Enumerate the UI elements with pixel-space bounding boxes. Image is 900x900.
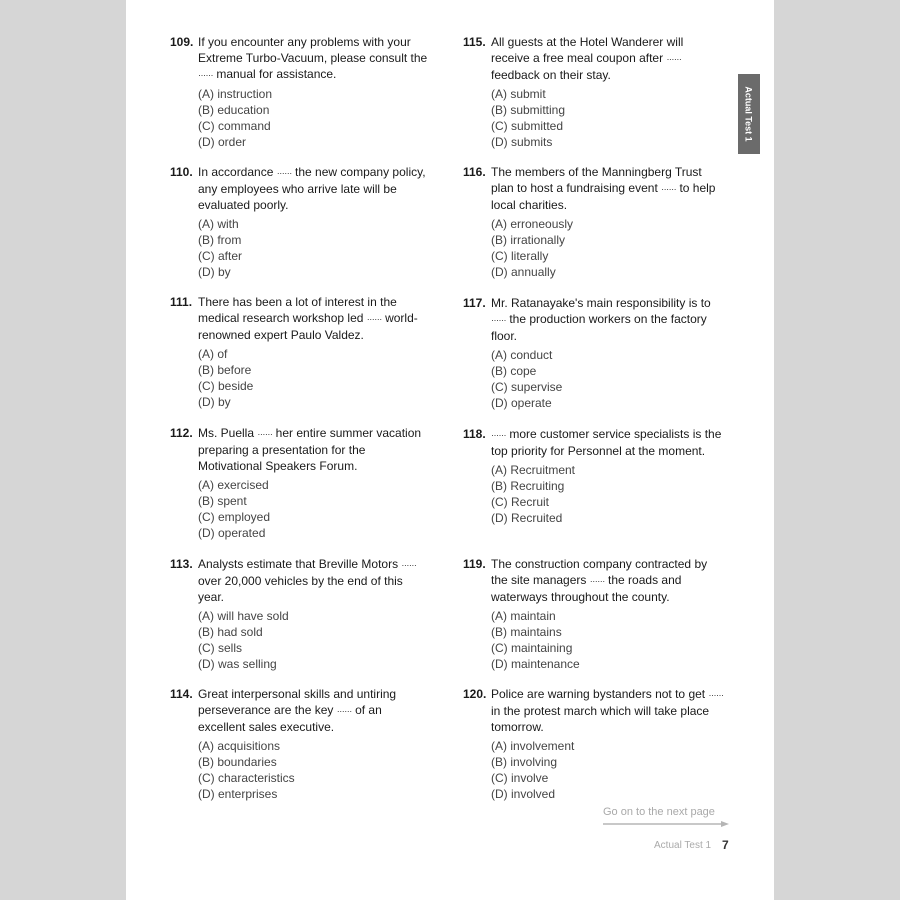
option-b: (B) from: [198, 233, 242, 247]
option-a: (A) maintain: [491, 609, 556, 623]
option-c: (C) maintaining: [491, 641, 573, 655]
question-number: 117.: [463, 296, 486, 310]
option-c: (C) command: [198, 119, 271, 133]
workbook-page: [126, 0, 774, 900]
answer-blank: ······: [708, 690, 724, 700]
option-a: (A) submit: [491, 87, 546, 101]
question-112: [170, 425, 432, 541]
option-c: (C) employed: [198, 510, 271, 524]
answer-options: [463, 86, 725, 150]
option-c: (C) literally: [491, 249, 549, 263]
answer-options: [170, 608, 432, 672]
section-side-tab: [738, 74, 760, 154]
question-number: 118.: [463, 427, 486, 441]
option-a: (A) with: [198, 217, 239, 231]
option-c: (C) supervise: [491, 380, 563, 394]
answer-blank: ······: [401, 560, 417, 570]
question-120: [463, 686, 725, 802]
question-number: 114.: [170, 687, 193, 701]
option-b: (B) submitting: [491, 103, 566, 117]
question-stem: The members of the Manningberg Trust plan to host a fundraising event ······ to help local charities.: [491, 165, 716, 212]
question-stem: Analysts estimate that Breville Motors ······ over 20,000 vehicles by the end of this year.: [198, 557, 417, 604]
option-d: (D) annually: [491, 265, 556, 279]
page-number: 7: [722, 838, 729, 852]
question-114: [170, 686, 432, 802]
option-c: (C) after: [198, 249, 243, 263]
question-stem: If you encounter any problems with your Extreme Turbo-Vacuum, please consult the ······ manual for assistance.: [198, 35, 428, 81]
question-number: 111.: [170, 295, 193, 309]
question-116: [463, 164, 725, 280]
option-b: (B) cope: [491, 364, 537, 378]
option-b: (B) maintains: [491, 625, 562, 639]
question-stem: There has been a lot of interest in the medical research workshop led ······ world-renowned expert Paulo Valdez.: [198, 295, 418, 342]
question-115: [463, 34, 725, 150]
option-c: (C) submitted: [491, 119, 564, 133]
question-number: 110.: [170, 165, 193, 179]
question-109: [170, 34, 432, 150]
answer-blank: ······: [257, 429, 273, 439]
next-page-arrow-icon: [603, 821, 729, 827]
answer-options: [463, 738, 725, 802]
answer-options: [463, 216, 725, 280]
question-stem: ······ more customer service specialists is the top priority for Personnel at the moment.: [491, 427, 722, 458]
answer-blank: ······: [666, 54, 682, 64]
question-117: [463, 295, 725, 411]
question-number: 116.: [463, 165, 486, 179]
option-a: (A) conduct: [491, 348, 553, 362]
question-stem: All guests at the Hotel Wanderer will receive a free meal coupon after ······ feedback on their stay.: [491, 35, 684, 82]
answer-blank: ······: [589, 576, 605, 586]
question-number: 113.: [170, 557, 193, 571]
answer-blank: ······: [198, 70, 213, 80]
answer-blank: ······: [491, 315, 506, 325]
question-stem: The construction company contracted by the site managers ······ the roads and waterways throughout the county.: [491, 557, 708, 604]
question-number: 119.: [463, 557, 486, 571]
option-a: (A) will have sold: [198, 609, 289, 623]
option-c: (C) beside: [198, 379, 254, 393]
question-119: [463, 556, 725, 672]
option-a: (A) involvement: [491, 739, 575, 753]
option-b: (B) spent: [198, 494, 247, 508]
answer-options: [170, 216, 432, 280]
option-d: (D) by: [198, 395, 231, 409]
option-d: (D) by: [198, 265, 231, 279]
option-b: (B) had sold: [198, 625, 263, 639]
option-b: (B) education: [198, 103, 270, 117]
answer-blank: ······: [491, 430, 506, 440]
question-number: 112.: [170, 426, 193, 440]
option-d: (D) maintenance: [491, 657, 580, 671]
answer-options: [170, 346, 432, 410]
option-d: (D) was selling: [198, 657, 277, 671]
option-b: (B) irrationally: [491, 233, 566, 247]
question-number: 120.: [463, 687, 487, 701]
option-c: (C) sells: [198, 641, 242, 655]
answer-blank: ······: [336, 706, 352, 716]
answer-blank: ······: [366, 314, 382, 324]
option-a: (A) erroneously: [491, 217, 574, 231]
answer-options: [170, 86, 432, 150]
question-113: [170, 556, 432, 672]
option-a: (A) exercised: [198, 478, 269, 492]
question-stem: In accordance ······ the new company policy, any employees who arrive late will be evaluated poorly.: [198, 165, 426, 212]
option-a: (A) instruction: [198, 87, 273, 101]
option-a: (A) acquisitions: [198, 739, 281, 753]
option-d: (D) submits: [491, 135, 553, 149]
answer-options: [463, 462, 725, 526]
question-number: 115.: [463, 35, 486, 49]
question-118: [463, 426, 725, 526]
option-b: (B) Recruiting: [491, 479, 565, 493]
question-110: [170, 164, 432, 280]
option-b: (B) involving: [491, 755, 558, 769]
question-stem: Great interpersonal skills and untiring perseverance are the key ······ of an excellent sales executive.: [198, 687, 397, 734]
side-tab-label: Actual Test 1: [744, 86, 755, 142]
option-d: (D) operated: [198, 526, 266, 540]
option-b: (B) boundaries: [198, 755, 277, 769]
answer-blank: ······: [276, 168, 292, 178]
question-stem: Police are warning bystanders not to get ······ in the protest march which will take place tomorrow.: [491, 687, 724, 734]
option-d: (D) Recruited: [491, 511, 563, 525]
option-d: (D) order: [198, 135, 247, 149]
option-c: (C) characteristics: [198, 771, 295, 785]
answer-blank: ······: [661, 184, 677, 194]
option-c: (C) involve: [491, 771, 549, 785]
answer-options: [170, 477, 432, 541]
question-number: 109.: [170, 35, 194, 49]
option-a: (A) of: [198, 347, 228, 361]
answer-options: [463, 347, 725, 411]
option-d: (D) operate: [491, 396, 552, 410]
footer-section-label: Actual Test 1: [654, 840, 712, 851]
answer-options: [170, 738, 432, 802]
answer-options: [463, 608, 725, 672]
option-d: (D) involved: [491, 787, 556, 801]
option-c: (C) Recruit: [491, 495, 550, 509]
option-a: (A) Recruitment: [491, 463, 576, 477]
next-page-hint: Go on to the next page: [603, 806, 715, 818]
option-b: (B) before: [198, 363, 252, 377]
question-111: [170, 294, 432, 410]
question-stem: Ms. Puella ······ her entire summer vacation preparing a presentation for the Motivational Speakers Forum.: [198, 426, 422, 473]
question-stem: Mr. Ratanayake's main responsibility is to ······ the production workers on the factory floor.: [491, 296, 711, 343]
option-d: (D) enterprises: [198, 787, 278, 801]
